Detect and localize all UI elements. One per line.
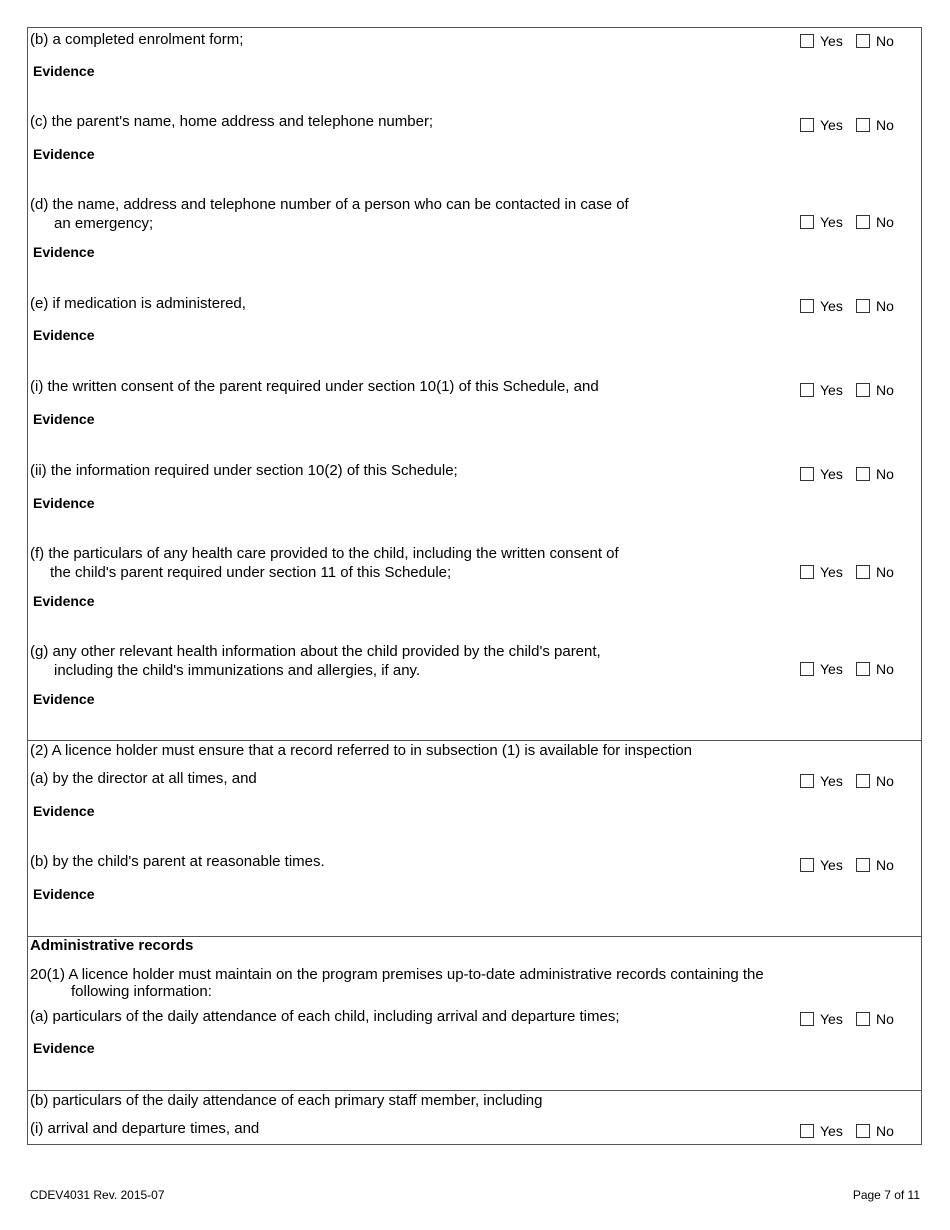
item-e-ii-yes-no — [800, 466, 910, 484]
no-label: No — [876, 661, 894, 677]
item-g-text-line2: including the child's immunizations and allergies, if any. — [54, 662, 421, 679]
no-checkbox[interactable] — [856, 565, 870, 579]
yes-checkbox[interactable] — [800, 565, 814, 579]
no-label: No — [876, 857, 894, 873]
evidence-label: Evidence — [33, 411, 95, 427]
evidence-label: Evidence — [33, 691, 95, 707]
section-20a-text: (a) particulars of the daily attendance of each child, including arrival and departure times; — [30, 1008, 620, 1025]
no-label: No — [876, 117, 894, 133]
evidence-label: Evidence — [33, 244, 95, 260]
evidence-label: Evidence — [33, 495, 95, 511]
subsection-2a-yes-no — [800, 773, 910, 791]
no-checkbox[interactable] — [856, 467, 870, 481]
yes-checkbox[interactable] — [800, 118, 814, 132]
no-label: No — [876, 33, 894, 49]
item-f-text-line1: (f) the particulars of any health care provided to the child, including the written consent of — [30, 545, 619, 562]
item-e-i-text: (i) the written consent of the parent required under section 10(1) of this Schedule, and — [30, 378, 599, 395]
item-e-i-yes-no — [800, 382, 910, 400]
no-label: No — [876, 1123, 894, 1139]
yes-label: Yes — [820, 773, 843, 789]
subsection-2b-yes-no — [800, 857, 910, 875]
administrative-records-heading: Administrative records — [30, 937, 194, 954]
no-label: No — [876, 214, 894, 230]
item-b-yes-no — [800, 33, 910, 51]
yes-checkbox[interactable] — [800, 215, 814, 229]
checklist-frame — [27, 27, 922, 1145]
yes-label: Yes — [820, 857, 843, 873]
section-20b-i-yes-no — [800, 1123, 910, 1141]
no-checkbox[interactable] — [856, 118, 870, 132]
yes-label: Yes — [820, 466, 843, 482]
yes-checkbox[interactable] — [800, 1124, 814, 1138]
yes-checkbox[interactable] — [800, 858, 814, 872]
item-d-text-line1: (d) the name, address and telephone number of a person who can be contacted in case of — [30, 196, 629, 213]
yes-label: Yes — [820, 214, 843, 230]
no-checkbox[interactable] — [856, 662, 870, 676]
no-checkbox[interactable] — [856, 34, 870, 48]
yes-label: Yes — [820, 117, 843, 133]
evidence-label: Evidence — [33, 327, 95, 343]
item-e-text: (e) if medication is administered, — [30, 295, 246, 312]
section-20-text-line2: following information: — [71, 983, 212, 1000]
subsection-2a-text: (a) by the director at all times, and — [30, 770, 257, 787]
yes-checkbox[interactable] — [800, 299, 814, 313]
subsection-2b-text: (b) by the child's parent at reasonable times. — [30, 853, 325, 870]
yes-label: Yes — [820, 382, 843, 398]
no-label: No — [876, 298, 894, 314]
item-d-yes-no — [800, 214, 910, 232]
section-20a-yes-no — [800, 1011, 910, 1029]
evidence-label: Evidence — [33, 146, 95, 162]
form-id: CDEV4031 Rev. 2015-07 — [30, 1188, 165, 1202]
evidence-label: Evidence — [33, 1040, 95, 1056]
item-c-text: (c) the parent's name, home address and telephone number; — [30, 113, 434, 130]
item-c-yes-no — [800, 117, 910, 135]
yes-checkbox[interactable] — [800, 774, 814, 788]
no-checkbox[interactable] — [856, 1124, 870, 1138]
yes-label: Yes — [820, 1011, 843, 1027]
evidence-label: Evidence — [33, 63, 95, 79]
yes-label: Yes — [820, 298, 843, 314]
no-checkbox[interactable] — [856, 858, 870, 872]
evidence-label: Evidence — [33, 803, 95, 819]
yes-checkbox[interactable] — [800, 383, 814, 397]
no-checkbox[interactable] — [856, 774, 870, 788]
item-d-text-line2: an emergency; — [54, 215, 154, 232]
yes-label: Yes — [820, 661, 843, 677]
section-20-text-line1: 20(1) A licence holder must maintain on the program premises up-to-date administrative records containing the — [30, 966, 764, 983]
item-g-text-line1: (g) any other relevant health information about the child provided by the child's parent, — [30, 643, 601, 660]
yes-checkbox[interactable] — [800, 34, 814, 48]
page-number: Page 7 of 11 — [852, 1188, 920, 1202]
yes-checkbox[interactable] — [800, 1012, 814, 1026]
subsection-2-text: (2) A licence holder must ensure that a record referred to in subsection (1) is available for inspection — [30, 742, 693, 759]
item-g-yes-no — [800, 661, 910, 679]
no-checkbox[interactable] — [856, 215, 870, 229]
item-f-text-line2: the child's parent required under section 11 of this Schedule; — [50, 564, 452, 581]
yes-label: Yes — [820, 1123, 843, 1139]
item-f-yes-no — [800, 564, 910, 582]
no-label: No — [876, 1011, 894, 1027]
yes-checkbox[interactable] — [800, 662, 814, 676]
evidence-label: Evidence — [33, 886, 95, 902]
evidence-label: Evidence — [33, 593, 95, 609]
item-b-text: (b) a completed enrolment form; — [30, 31, 244, 48]
section-20b-i-text: (i) arrival and departure times, and — [30, 1120, 260, 1137]
no-checkbox[interactable] — [856, 299, 870, 313]
no-label: No — [876, 564, 894, 580]
no-checkbox[interactable] — [856, 383, 870, 397]
yes-checkbox[interactable] — [800, 467, 814, 481]
item-e-yes-no — [800, 298, 910, 316]
no-label: No — [876, 773, 894, 789]
yes-label: Yes — [820, 33, 843, 49]
item-e-ii-text: (ii) the information required under section 10(2) of this Schedule; — [30, 462, 458, 479]
no-label: No — [876, 466, 894, 482]
yes-label: Yes — [820, 564, 843, 580]
no-label: No — [876, 382, 894, 398]
section-20b-text: (b) particulars of the daily attendance of each primary staff member, including — [30, 1092, 543, 1109]
no-checkbox[interactable] — [856, 1012, 870, 1026]
